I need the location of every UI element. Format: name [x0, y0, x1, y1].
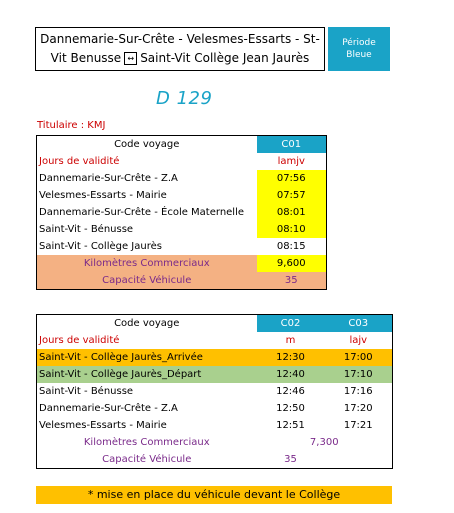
period-label: Période	[342, 38, 376, 48]
bidirectional-arrow-icon: ↔	[124, 52, 137, 65]
empty-cell	[325, 451, 393, 469]
stop-name: Dannemarie-Sur-Crête - Z.A	[39, 403, 178, 414]
route-line-1: Dannemarie-Sur-Crête - Velesmes-Essarts - St-	[40, 32, 320, 46]
km-row	[37, 434, 393, 451]
capacity-value: 35	[257, 272, 327, 290]
stop-time: 12:40	[257, 366, 325, 383]
table-row	[37, 400, 393, 417]
table-header-row	[37, 136, 327, 154]
validity-label: Jours de validité	[39, 335, 120, 346]
capacity-row	[37, 272, 327, 290]
trip-code: C01	[257, 136, 327, 154]
stop-name: Dannemarie-Sur-Crête - École Maternelle	[39, 207, 245, 218]
stop-time: 12:46	[276, 386, 305, 397]
validity-value: lajv	[349, 335, 368, 346]
schedule-table-morning	[36, 135, 327, 290]
stop-name: Velesmes-Essarts - Mairie	[39, 190, 167, 201]
stop-name: Saint-Vit - Collège Jaurès_Arrivée	[37, 349, 257, 366]
validity-label: Jours de validité	[39, 156, 120, 167]
route-origin: Vit Benusse	[50, 51, 122, 65]
table-row	[37, 204, 327, 221]
km-label: Kilomètres Commerciaux	[83, 437, 210, 448]
capacity-row	[37, 451, 393, 469]
stop-name: Saint-Vit - Bénusse	[39, 224, 134, 235]
holder-label: Titulaire : KMJ	[37, 120, 106, 131]
stop-name: Dannemarie-Sur-Crête - Z.A	[39, 173, 178, 184]
schedule-table-afternoon	[36, 314, 393, 469]
route-destination: Saint-Vit Collège Jean Jaurès	[140, 51, 310, 65]
stop-time: 17:20	[343, 403, 373, 414]
validity-value: m	[285, 335, 296, 346]
footnote-banner: * mise en place du véhicule devant le Collège	[36, 486, 392, 504]
route-line-2	[36, 49, 324, 68]
stop-time: 07:56	[257, 170, 327, 187]
validity-value: lamjv	[277, 156, 305, 167]
stop-time: 07:57	[257, 187, 327, 204]
stop-time: 08:10	[257, 221, 327, 238]
line-code: D 129	[156, 88, 213, 109]
stop-time: 12:30	[257, 349, 325, 366]
stop-time: 17:10	[325, 366, 393, 383]
period-badge	[328, 27, 390, 71]
table-header-row	[37, 315, 393, 333]
km-value: 9,600	[257, 255, 327, 272]
trip-code: C03	[325, 315, 393, 333]
stop-name: Saint-Vit - Collège Jaurès_Départ	[37, 366, 257, 383]
capacity-label: Capacité Véhicule	[37, 272, 257, 290]
km-value: 7,300	[309, 437, 339, 448]
table-row	[37, 417, 393, 434]
table-row	[37, 349, 393, 366]
stop-name: Saint-Vit - Bénusse	[39, 386, 134, 397]
km-row	[37, 255, 327, 272]
trip-code: C02	[257, 315, 325, 333]
stop-time: 17:00	[325, 349, 393, 366]
table-row	[37, 187, 327, 204]
table-row	[37, 238, 327, 255]
code-label: Code voyage	[114, 318, 180, 329]
code-label: Code voyage	[114, 139, 180, 150]
table-row	[37, 170, 327, 187]
period-value: Bleue	[346, 50, 372, 60]
capacity-label: Capacité Véhicule	[102, 454, 192, 465]
stop-name: Saint-Vit - Collège Jaurès	[39, 241, 162, 252]
stop-name: Velesmes-Essarts - Mairie	[39, 420, 167, 431]
stop-time: 08:15	[276, 241, 306, 252]
stop-time: 08:01	[257, 204, 327, 221]
km-label: Kilomètres Commerciaux	[37, 255, 257, 272]
table-row	[37, 383, 393, 400]
stop-time: 17:21	[343, 420, 373, 431]
validity-row	[37, 332, 393, 349]
stop-time: 12:50	[276, 403, 305, 414]
route-title-box	[35, 27, 325, 71]
table-row	[37, 366, 393, 383]
table-row	[37, 221, 327, 238]
stop-time: 17:16	[343, 386, 373, 397]
validity-row	[37, 153, 327, 170]
stop-time: 12:51	[276, 420, 305, 431]
capacity-value: 35	[284, 454, 297, 465]
